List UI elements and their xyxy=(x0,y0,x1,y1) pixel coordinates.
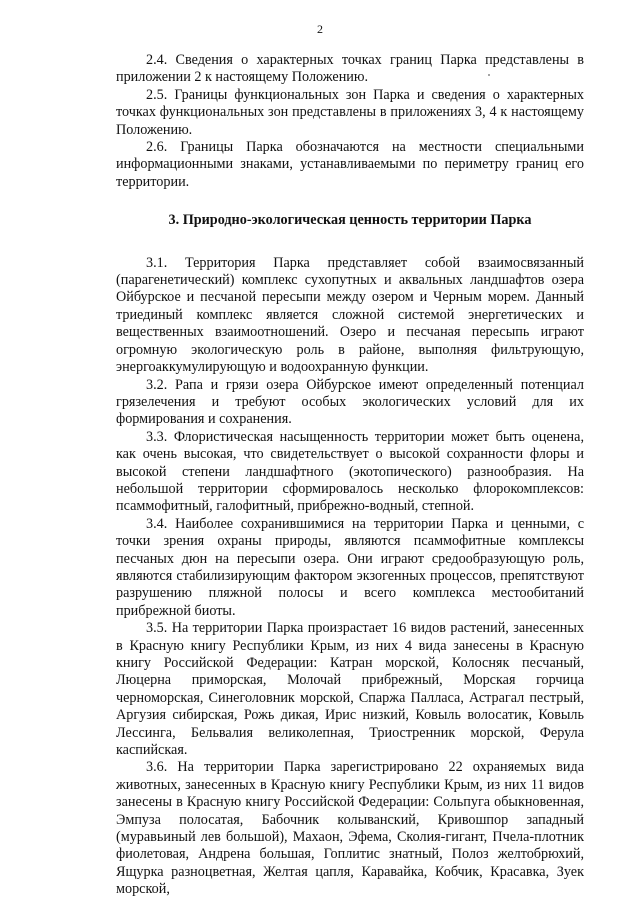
paragraph-3-6: 3.6. На территории Парка зарегистрировано 22 охраняемых вида животных, занесенных в Красную книгу Республики Крым, из них 11 видов занесены в Красную книгу Российской Федерации: Сольпуга обыкновенная, Эмпуза полосатая, Бабочник колыванский, Кривошпор западный (муравьиный лев большой), Махаон, Эфема, Сколия-гигант, Пчела-плотник фиолетовая, Андрена большая, Гоплитис знатный, Полоз желтобрюхий, Ящурка разноцветная, Желтая цапля, Каравайка, Кобчик, Красавка, Зуек морской, xyxy=(116,759,584,898)
paragraph-2-5: 2.5. Границы функциональных зон Парка и сведения о характерных точках функциональных зон представлены в приложениях 3, 4 к настоящему Положению. xyxy=(116,86,584,138)
paragraph-3-3: 3.3. Флористическая насыщенность территории может быть оценена, как очень высокая, что свидетельствует о высокой сохранности флоры и высокой степени ландшафтного (экотопического) разнообразия. На небольшой территории сформировалось несколько флорокомплексов: псаммофитный, галофитный, прибрежно-водный, степной. xyxy=(116,428,584,515)
paragraph-3-5: 3.5. На территории Парка произрастает 16 видов растений, занесенных в Красную книгу Республики Крым, из них 4 вида занесены в Красную книгу Российской Федерации: Катран морской, Колосняк песчаный, Люцерна приморская, Молочай прибрежный, Морская горчица черноморская, Синеголовник морской, Спаржа Палласа, Астрагал пестрый, Аргузия сибирская, Рожь дикая, Ирис низкий, Ковыль волосатик, Ковыль Лессинга, Бельвалия великолепная, Триостренник морской, Ферула каспийская. xyxy=(116,620,584,759)
paragraph-3-1: 3.1. Территория Парка представляет собой взаимосвязанный (парагенетический) комплекс сухопутных и аквальных ландшафтов озера Ойбурское и песчаной пересыпи между озером и Черным морем. Данный триединый комплекс является сложной системой энергетических и вещественных взаимоотношений. Озеро и песчаная пересыпь играют огромную экологическую роль в районе, выполняя фильтрующую, энергоаккумулирующую и водоохранную функции. xyxy=(116,254,584,376)
paragraph-3-4: 3.4. Наиболее сохранившимися на территории Парка и ценными, с точки зрения охраны природы, являются псаммофитные комплексы песчаных дюн на пересыпи озера. Они играют средообразующую роль, являются стабилизирующим фактором экзогенных процессов, препятствуют разрушению пляжной полосы и всего комплекса местообитаний прибрежной биоты. xyxy=(116,515,584,619)
page-number: 2 xyxy=(317,22,323,36)
paragraph-2-4: 2.4. Сведения о характерных точках границ Парка представлены в приложении 2 к настоящему Положению. xyxy=(116,52,584,86)
paragraph-2-6: 2.6. Границы Парка обозначаются на местности специальными информационными знаками, устанавливаемыми по периметру границ его территории. xyxy=(116,139,584,190)
document-body xyxy=(116,52,584,899)
paragraph-3-2: 3.2. Рапа и грязи озера Ойбурское имеют определенный потенциал грязелечения и требуют особых экологических условий для их формирования и сохранения. xyxy=(116,376,584,428)
section-heading: 3. Природно-экологическая ценность территории Парка xyxy=(168,212,532,229)
